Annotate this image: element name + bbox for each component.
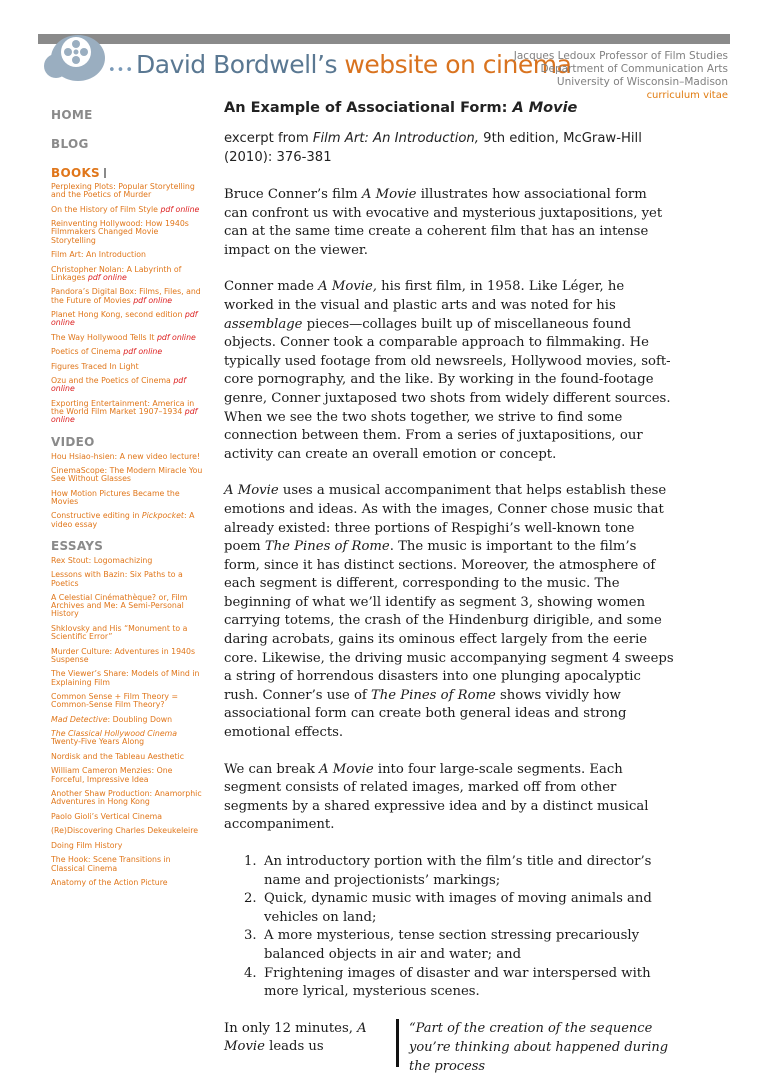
- list-number: 4.: [244, 965, 257, 981]
- article-title-text: An Example of Associational Form:: [224, 100, 513, 116]
- nav-video-heading[interactable]: VIDEO: [51, 434, 95, 449]
- essay-link[interactable]: [51, 693, 203, 709]
- nav-item-label[interactable]: Nordisk and the Tableau Aesthetic: [51, 751, 184, 761]
- paragraph-text: his first film, in 1958. Like Léger, he worked in the visual and plastic arts and was noted for his: [224, 279, 625, 313]
- nav-item-title[interactable]: Mad Detective: [51, 714, 108, 724]
- excerpt-citation: [224, 129, 674, 167]
- nav-item-label[interactable]: Paolo Gioli’s Vertical Cinema: [51, 811, 163, 821]
- affiliation: [468, 50, 728, 102]
- nav-item-label[interactable]: The Way Hollywood Tells It: [51, 332, 157, 342]
- book-link[interactable]: [51, 206, 203, 214]
- nav-item-label[interactable]: Constructive editing in: [51, 511, 142, 521]
- essay-link[interactable]: [51, 571, 203, 587]
- nav-item-label[interactable]: : Doubling Down: [107, 714, 173, 724]
- book-link[interactable]: [51, 266, 203, 282]
- article-title-film: A Movie: [512, 100, 578, 116]
- list-number: 3.: [244, 928, 257, 944]
- pdf-online-link[interactable]: pdf online: [51, 310, 198, 328]
- essay-link[interactable]: [51, 716, 203, 724]
- essay-link[interactable]: [51, 813, 203, 821]
- paragraph: [224, 278, 674, 464]
- paragraph: [224, 1020, 374, 1057]
- essay-link[interactable]: [51, 767, 203, 783]
- pdf-online-link[interactable]: pdf online: [87, 272, 127, 282]
- paragraph: [224, 761, 674, 835]
- essay-link[interactable]: [51, 790, 203, 806]
- article: [224, 100, 674, 1080]
- nav-item-label[interactable]: Film Art: An Introduction: [51, 250, 146, 260]
- essay-link[interactable]: [51, 625, 203, 641]
- book-link[interactable]: [51, 400, 203, 425]
- nav-home[interactable]: HOME: [51, 108, 93, 122]
- affiliation-line: Jacques Ledoux Professor of Film Studies: [513, 50, 728, 62]
- nav-item-label[interactable]: Common Sense + Film Theory = Common-Sense Film Theory?: [51, 692, 179, 710]
- book-link[interactable]: [51, 183, 203, 199]
- essay-link[interactable]: [51, 856, 203, 872]
- music-title: The Pines of Rome: [371, 687, 496, 703]
- header-bar: [38, 34, 730, 44]
- article-title: [224, 100, 674, 116]
- excerpt-prefix: excerpt from: [224, 131, 313, 146]
- list-item-text: An introductory portion with the film’s title and director’s name and projectionists’ markings;: [264, 854, 652, 888]
- nav-essays-heading[interactable]: ESSAYS: [51, 538, 104, 553]
- pdf-online-link[interactable]: pdf online: [51, 376, 186, 394]
- nav-item-label[interactable]: Planet Hong Kong, second edition: [51, 310, 185, 320]
- active-indicator: [104, 168, 106, 178]
- excerpt-book: Film Art: An Introduction,: [312, 131, 479, 146]
- paragraph-text: shows vividly how associational form can create both general ideas and strong emotional effects.: [224, 687, 627, 741]
- paragraph-text: uses a musical accompaniment that helps establish these emotions and ideas. As with the images, Conner chose music that already existed: three portions of Respighi’s well-known tone poem: [224, 483, 667, 555]
- nav-item-label[interactable]: Shklovsky and His “Monument to a Scientific Error”: [51, 623, 188, 642]
- nav-item-label[interactable]: The Viewer’s Share: Models of Mind in Explaining Film: [51, 669, 200, 687]
- books-list: [51, 183, 203, 425]
- book-link[interactable]: [51, 348, 203, 356]
- book-link[interactable]: [51, 288, 203, 304]
- book-link[interactable]: [51, 251, 203, 259]
- film-title: A Movie: [224, 483, 279, 499]
- nav-item-label[interactable]: The Hook: Scene Transitions in Classical Cinema: [51, 855, 171, 873]
- nav-item-label[interactable]: Figures Traced In Light: [51, 361, 139, 371]
- affiliation-line: Department of Communication Arts: [540, 63, 728, 75]
- nav-item-label[interactable]: Twenty-Five Years Along: [51, 737, 145, 747]
- essay-link[interactable]: [51, 557, 203, 565]
- essay-link[interactable]: [51, 827, 203, 835]
- film-title: A Movie: [319, 761, 374, 777]
- video-list: [51, 453, 203, 529]
- affiliation-line: University of Wisconsin–Madison: [556, 76, 728, 88]
- list-item: [244, 965, 674, 1002]
- nav-item-title[interactable]: Pickpocket: [141, 511, 184, 521]
- nav-item-label[interactable]: Ozu and the Poetics of Cinema: [51, 376, 174, 386]
- nav-item-label[interactable]: Anatomy of the Action Picture: [51, 878, 168, 888]
- nav-books-label[interactable]: BOOKS: [51, 166, 100, 180]
- nav-item-label[interactable]: (Re)Discovering Charles Dekeukeleire: [51, 826, 199, 836]
- paragraph-text: Bruce Conner’s film: [224, 187, 362, 202]
- book-link[interactable]: [51, 334, 203, 342]
- essay-link[interactable]: [51, 594, 203, 619]
- list-item: [244, 853, 674, 890]
- nav-item-label[interactable]: Perplexing Plots: Popular Storytelling and the Poetics of Murder: [51, 182, 195, 200]
- nav-item-label[interactable]: Another Shaw Production: Anamorphic Adventures in Hong Kong: [51, 789, 202, 807]
- bottom-row: [224, 1020, 674, 1080]
- paragraph-text: We can break: [224, 761, 320, 777]
- site-title-accent[interactable]: website on cinema: [344, 50, 572, 79]
- video-link[interactable]: [51, 467, 203, 483]
- pdf-online-link[interactable]: pdf online: [123, 347, 163, 357]
- book-link[interactable]: [51, 311, 203, 327]
- music-title: The Pines of Rome: [264, 539, 390, 555]
- nav-item-label[interactable]: On the History of Film Style: [51, 204, 161, 214]
- list-item: [244, 927, 674, 964]
- decorative-dots: •••: [108, 63, 135, 78]
- essay-link[interactable]: [51, 730, 203, 746]
- nav-item-label[interactable]: William Cameron Menzies: One Forceful, Impressive Idea: [51, 766, 173, 784]
- nav-item-label[interactable]: Lessons with Bazin: Six Paths to a Poetics: [51, 570, 183, 588]
- nav-item-label[interactable]: Rex Stout: Logomachizing: [51, 555, 153, 565]
- film-reel-icon[interactable]: [42, 28, 106, 84]
- nav-item-label[interactable]: Christopher Nolan: A Labyrinth of Linkages: [51, 264, 182, 282]
- excerpt-suffix: 9th edition, McGraw-Hill (2010): 376-381: [224, 131, 642, 165]
- pdf-online-link[interactable]: pdf online: [51, 407, 198, 425]
- paragraph: [224, 482, 674, 742]
- nav-item-label[interactable]: Hou Hsiao-hsien: A new video lecture!: [51, 451, 201, 461]
- term-emphasis: assemblage: [224, 316, 303, 332]
- list-number: 1.: [244, 854, 257, 869]
- nav-item-label[interactable]: : A video essay: [51, 511, 195, 529]
- video-link[interactable]: [51, 490, 203, 506]
- nav-item-label[interactable]: How Motion Pictures Became the Movies: [51, 488, 180, 506]
- nav-item-label[interactable]: Pandora’s Digital Box: Films, Files, and the Future of Movies: [51, 287, 201, 305]
- nav-item-label[interactable]: Murder Culture: Adventures in 1940s Suspense: [51, 646, 196, 664]
- list-item-text: A more mysterious, tense section stressing precariously balanced objects in air and water; and: [264, 928, 640, 962]
- book-link[interactable]: [51, 220, 203, 245]
- sidebar: [51, 106, 203, 894]
- essay-link[interactable]: [51, 842, 203, 850]
- list-item-text: Frightening images of disaster and war interspersed with more lyrical, mysterious scenes.: [264, 965, 651, 1000]
- nav-item-label[interactable]: Poetics of Cinema: [51, 347, 124, 357]
- film-title: A Movie: [361, 187, 417, 202]
- paragraph: [224, 186, 674, 260]
- nav-item-title[interactable]: The Classical Hollywood Cinema: [51, 729, 178, 739]
- book-link[interactable]: [51, 363, 203, 371]
- nav-item-label[interactable]: Doing Film History: [51, 840, 123, 850]
- book-link[interactable]: [51, 377, 203, 393]
- list-item-text: Quick, dynamic music with images of moving animals and vehicles on land;: [264, 891, 652, 925]
- paragraph-text: . The music is important to the film’s form, since it has distinct sections. Moreover, the atmosphere of each segment is different, corresponding to the music. The beginning of what we’ll identify as segment 3, showing women carrying totems, the crash of the Hindenburg dirigible, and some daring acrobats, gains its ominous effect largely from the eerie core. Likewise, the driving music accompanying segment 4 sweeps a string of horrendous disasters into one plunging apocalyptic rush. Conner’s use of: [224, 539, 674, 703]
- pull-quote: “Part of the creation of the sequence you’re thinking about happened during the process: [396, 1019, 686, 1067]
- paragraph-text: illustrates how associational form can confront us with evocative and mysterious juxtapositions, yet can at the same time create a coherent film that has an intense impact on the viewer.: [224, 187, 663, 258]
- essay-link[interactable]: [51, 648, 203, 664]
- paragraph-text: pieces—collages built up of miscellaneous found objects. Conner took a comparable approach to filmmaking. He typically used footage from old newsreels, Hollywood movies, soft-core pornography, and the like. By working in the found-footage genre, Conner juxtaposed two shots from widely different sources. When we see the two shots together, we strive to find some connection between them. From a series of juxtapositions, our activity can create an overall emotion or concept.: [224, 316, 671, 462]
- nav-books[interactable]: [51, 166, 203, 180]
- video-link[interactable]: [51, 512, 203, 528]
- nav-item-label[interactable]: Reinventing Hollywood: How 1940s Filmmakers Changed Movie Storytelling: [51, 219, 189, 245]
- essay-link[interactable]: [51, 670, 203, 686]
- paragraph-text: leads us: [264, 1039, 324, 1055]
- nav-blog[interactable]: BLOG: [51, 137, 89, 151]
- pdf-online-link[interactable]: pdf online: [156, 332, 196, 342]
- nav-item-label[interactable]: CinemaScope: The Modern Miracle You See Without Glasses: [51, 466, 203, 484]
- pdf-online-link[interactable]: pdf online: [133, 295, 173, 305]
- site-title-prefix[interactable]: David Bordwell’s: [136, 50, 345, 79]
- film-title: A Movie,: [318, 279, 377, 295]
- film-title: A Movie: [224, 1020, 367, 1055]
- list-item: [244, 890, 674, 927]
- segment-list: [244, 853, 674, 1002]
- pdf-online-link[interactable]: pdf online: [160, 204, 200, 214]
- essays-list: [51, 557, 203, 887]
- list-number: 2.: [244, 891, 257, 907]
- nav-item-label[interactable]: Exporting Entertainment: America in the World Film Market 1907–1934: [51, 398, 195, 417]
- paragraph-text: In only 12 minutes,: [224, 1020, 358, 1036]
- cv-link[interactable]: curriculum vitae: [646, 90, 728, 101]
- video-link[interactable]: [51, 453, 203, 461]
- nav-item-label[interactable]: A Celestial Cinémathèque? or, Film Archives and Me: A Semi-Personal History: [51, 593, 188, 619]
- paragraph-text: Conner made: [224, 279, 319, 295]
- paragraph-text: into four large-scale segments. Each segment consists of related images, marked off from other segments by a shared expressive idea and by a distinct musical accompaniment.: [224, 761, 649, 833]
- essay-link[interactable]: [51, 753, 203, 761]
- essay-link[interactable]: [51, 879, 203, 887]
